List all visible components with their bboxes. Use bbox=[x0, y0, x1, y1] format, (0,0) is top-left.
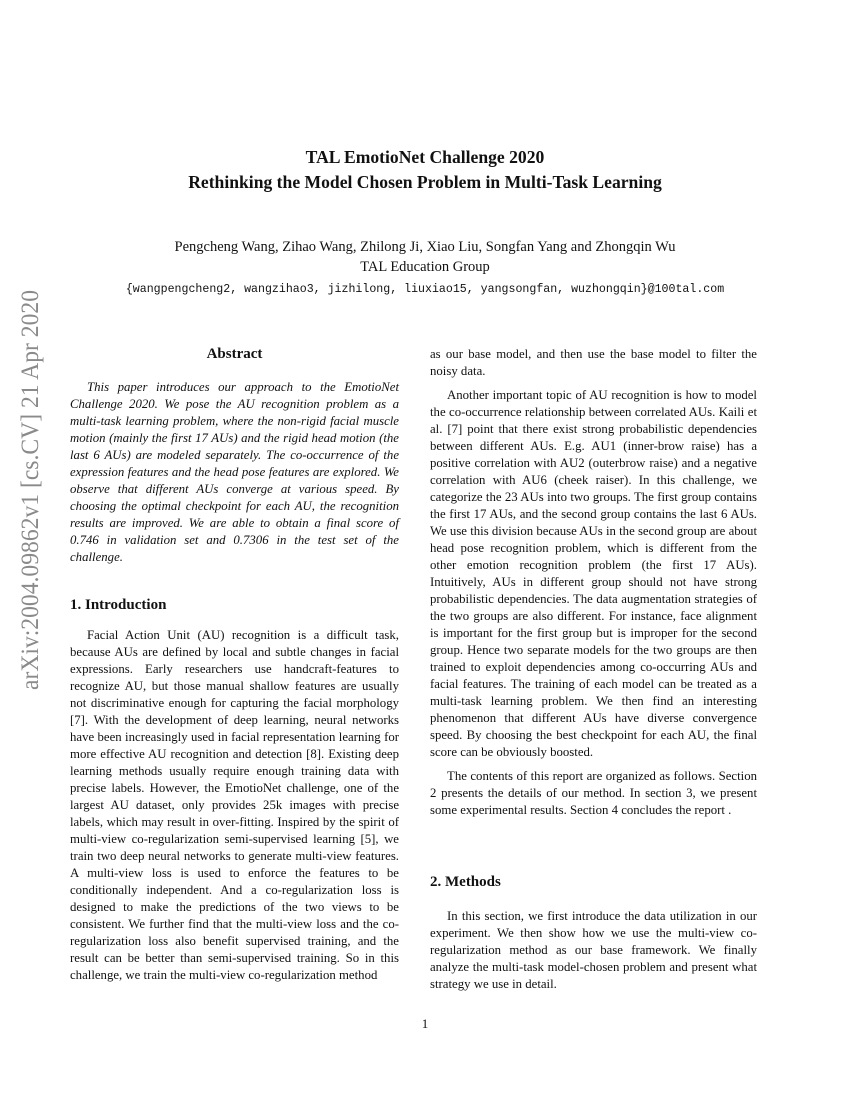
arxiv-stamp bbox=[4, 290, 48, 690]
author-list: Pengcheng Wang, Zihao Wang, Zhilong Ji, Xiao Liu, Songfan Yang and Zhongqin Wu bbox=[174, 239, 676, 255]
paper-title-line-1: TAL EmotioNet Challenge 2020 bbox=[305, 147, 545, 167]
abstract-text: This paper introduces our approach to the EmotioNet Challenge 2020. We pose the AU recognition problem as a multi-task learning problem, where the non-rigid facial muscle motion (mainly the first 17 AUs) and the rigid head motion (the last 6 AUs) are modeled separately. The co-occurrence of the expression features and the head pose features are explored. We observe that different AUs converge at various speed. By choosing the optimal checkpoint for each AU, the recognition results are improved. We are able to obtain a final score of 0.746 in validation set and 0.7306 in the test set of the challenge. bbox=[70, 380, 399, 564]
right-column bbox=[430, 346, 757, 819]
introduction-column-left bbox=[70, 627, 399, 984]
abstract-heading: Abstract bbox=[206, 346, 263, 362]
methods-heading: 2. Methods bbox=[430, 874, 501, 890]
affiliation: TAL Education Group bbox=[360, 259, 490, 275]
introduction-paragraph-2: Another important topic of AU recognition is how to model the co-occurrence relationship between correlated AUs. Kaili et al. [7] point that there exist strong probabilistic dependencies between different AUs. E.g. AU1 (inner-brow raise) has a positive correlation with AU2 (outerbrow raise) and a negative correlation with AU6 (cheek raiser). In this challenge, we categorize the 23 AUs into two groups. The first group contains the first 17 AUs, and the second group contains the last 6 AUs. We use this division because AUs in the second group are about head pose recognition problem, which is different from the other emotion recognition problem (the first 17 AUs). Intuitively, AUs in different group should not have strong probabilistic dependencies. The data augmentation strategies of the two groups are also different. For instance, face alignment is important for the first group but is improper for the second group. Hence two separate models for the two groups are then trained to exploit dependencies among co-occurring AUs and facial features. The training of each model can be treated as a multi-task learning problem. We then find an interesting phenomenon that different AUs have diverse convergence speed. By choosing the best checkpoint for each AU, the final score can be obviously boosted. bbox=[430, 388, 757, 759]
introduction-paragraph-3: The contents of this report are organized as follows. Section 2 presents the details of our method. In section 3, we present some experimental results. Section 4 concludes the report . bbox=[430, 769, 757, 817]
introduction-paragraph-1: Facial Action Unit (AU) recognition is a difficult task, because AUs are defined by local and subtle changes in facial expressions. Early researchers use handcraft-features to recognize AU, but those manual shallow features are usually not discriminative enough for capturing the facial morphology [7]. With the development of deep learning, neural networks have been increasingly used in facial representation learning for more effective AU recognition and detection [8]. Existing deep learning methods usually require enough training data with precise labels. However, the EmotioNet challenge, one of the largest AU dataset, only provides 25k images with precise labels, which may result in over-fitting. Inspired by the spirit of multi-view co-regularization semi-supervised learning [5], we train two deep neural networks to generate multi-view features. A multi-view loss is used to enforce the features to be conditionally independent. And a co-regularization loss is designed to make the predictions of the two views to be consistent. We further find that the multi-view loss and the co-regularization loss also benefit supervised training, and the result can be better than semi-supervised training. So in this challenge, we train the multi-view co-regularization method bbox=[70, 628, 399, 982]
methods-paragraph-1: In this section, we first introduce the data utilization in our experiment. We then show how we use the multi-view co-regularization method as our base framework. We finally analyze the multi-task model-chosen problem and present what strategy we use in detail. bbox=[430, 909, 757, 991]
introduction-paragraph-1-continued: as our base model, and then use the base model to filter the noisy data. bbox=[430, 347, 757, 378]
arxiv-identifier: arXiv:2004.09862v1 [cs.CV] 21 Apr 2020 bbox=[17, 290, 44, 690]
paper-title-line-2: Rethinking the Model Chosen Problem in Multi-Task Learning bbox=[188, 172, 662, 192]
introduction-heading: 1. Introduction bbox=[70, 597, 167, 613]
methods-section bbox=[430, 908, 757, 993]
author-emails: {wangpengcheng2, wangzihao3, jizhilong, liuxiao15, yangsongfan, wuzhongqin}@100tal.com bbox=[125, 283, 725, 296]
page-number: 1 bbox=[421, 1016, 429, 1031]
